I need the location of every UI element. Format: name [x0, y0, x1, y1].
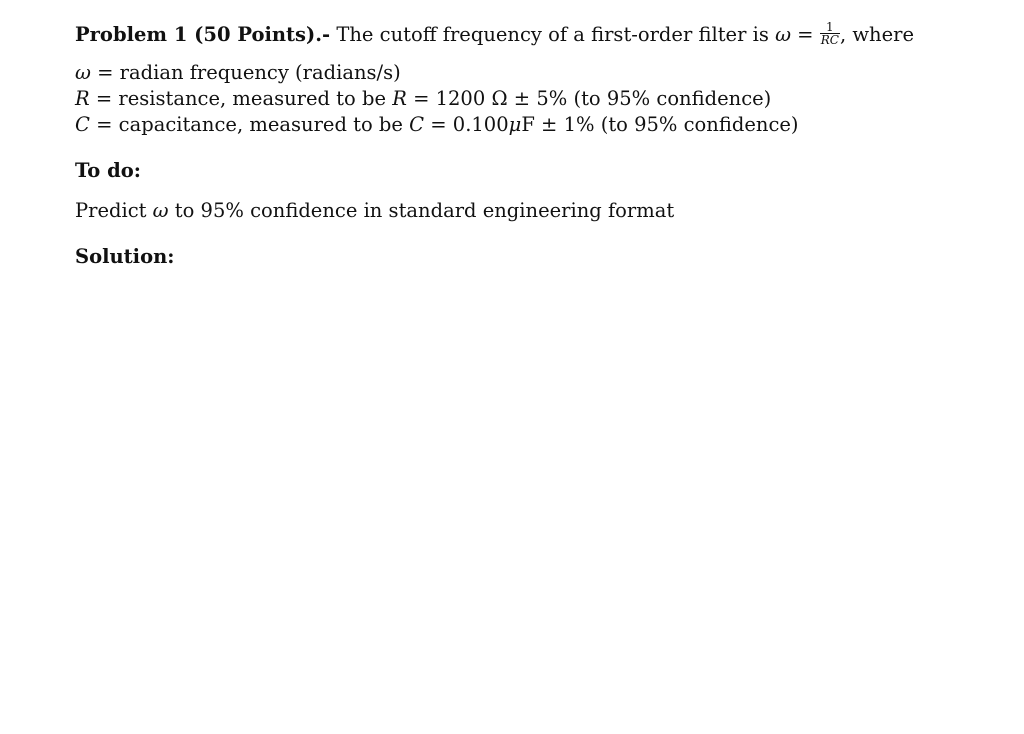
problem-heading: Problem 1 (50 Points).-: [75, 23, 331, 46]
definition-c-symbol: C: [75, 113, 90, 136]
definition-c-unit: F ± 1% (to 95% confidence): [521, 113, 799, 136]
definition-omega-symbol: ω: [75, 61, 91, 84]
definition-r-text-before: = resistance, measured to be: [95, 87, 386, 110]
definition-omega: [75, 60, 975, 86]
solution-heading: Solution:: [75, 245, 175, 268]
definition-r-symbol: R: [75, 87, 90, 110]
document-page: [75, 20, 975, 284]
fraction-numerator: 1: [820, 21, 840, 34]
problem-where: , where: [839, 23, 914, 46]
definition-capacitance: [75, 112, 975, 138]
definition-r-symbol-2: R: [392, 87, 407, 110]
fraction-one-over-rc: [820, 21, 840, 46]
todo-heading: To do:: [75, 159, 141, 182]
definition-r-value: = 1200 Ω ± 5% (to 95% confidence): [413, 87, 772, 110]
definition-c-value: = 0.100: [430, 113, 509, 136]
problem-statement: [75, 20, 975, 50]
equals-sign: =: [797, 23, 814, 46]
todo-text-after: to 95% confidence in standard engineering format: [174, 199, 675, 222]
definition-c-mu: μ: [508, 113, 522, 136]
omega-symbol: ω: [775, 23, 791, 46]
fraction-denominator: RC: [820, 33, 839, 47]
todo-text-before: Predict: [75, 199, 147, 222]
todo-omega-symbol: ω: [152, 199, 169, 222]
definition-resistance: [75, 86, 975, 112]
definition-omega-text: = radian frequency (radians/s): [97, 61, 401, 84]
definition-c-text-before: = capacitance, measured to be: [96, 113, 403, 136]
definition-c-symbol-2: C: [409, 113, 425, 136]
problem-intro: The cutoff frequency of a first-order filter is: [336, 23, 769, 46]
todo-text: [75, 198, 975, 224]
